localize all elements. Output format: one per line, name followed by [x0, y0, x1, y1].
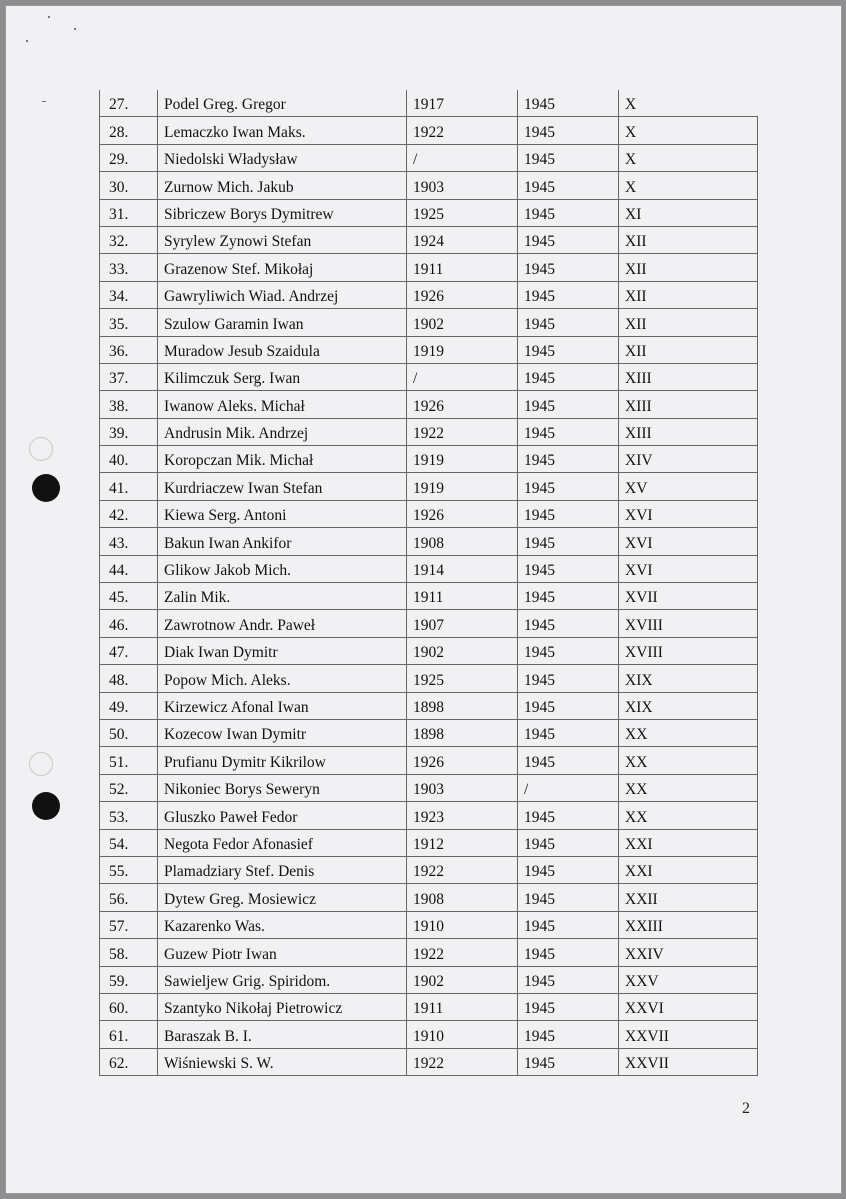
person-name-cell: Podel Greg. Gregor — [158, 90, 407, 117]
table-row — [100, 117, 758, 144]
table-row — [100, 665, 758, 692]
group-numeral-cell: XII — [619, 226, 758, 253]
group-numeral-cell: XVIII — [619, 610, 758, 637]
row-number-cell: 45. — [100, 583, 158, 610]
group-numeral-cell: XVII — [619, 583, 758, 610]
table-row — [100, 144, 758, 171]
table-row — [100, 829, 758, 856]
row-number-cell: 50. — [100, 719, 158, 746]
table-row — [100, 610, 758, 637]
birth-year-cell: 1910 — [407, 911, 518, 938]
table-row — [100, 90, 758, 117]
person-name-cell: Kiewa Serg. Antoni — [158, 500, 407, 527]
group-numeral-cell: XVI — [619, 555, 758, 582]
birth-year-cell: 1908 — [407, 528, 518, 555]
year-cell: 1945 — [518, 884, 619, 911]
punch-hole — [32, 474, 60, 502]
person-name-cell: Lemaczko Iwan Maks. — [158, 117, 407, 144]
year-cell: 1945 — [518, 226, 619, 253]
birth-year-cell: 1907 — [407, 610, 518, 637]
row-number-cell: 56. — [100, 884, 158, 911]
row-number-cell: 37. — [100, 363, 158, 390]
row-number-cell: 29. — [100, 144, 158, 171]
row-number-cell: 36. — [100, 336, 158, 363]
table-row — [100, 1021, 758, 1048]
year-cell: 1945 — [518, 446, 619, 473]
table-row — [100, 172, 758, 199]
year-cell: 1945 — [518, 336, 619, 363]
row-number-cell: 62. — [100, 1048, 158, 1075]
birth-year-cell: 1917 — [407, 90, 518, 117]
person-name-cell: Sibriczew Borys Dymitrew — [158, 199, 407, 226]
birth-year-cell: 1911 — [407, 993, 518, 1020]
group-numeral-cell: XXVI — [619, 993, 758, 1020]
table-row — [100, 309, 758, 336]
table-row — [100, 966, 758, 993]
group-numeral-cell: X — [619, 172, 758, 199]
group-numeral-cell: XII — [619, 336, 758, 363]
names-table-body — [100, 90, 758, 1076]
group-numeral-cell: XV — [619, 473, 758, 500]
person-name-cell: Nikoniec Borys Seweryn — [158, 774, 407, 801]
row-number-cell: 40. — [100, 446, 158, 473]
scan-speck — [26, 40, 28, 42]
year-cell: 1945 — [518, 665, 619, 692]
year-cell: 1945 — [518, 829, 619, 856]
birth-year-cell: 1922 — [407, 1048, 518, 1075]
row-number-cell: 54. — [100, 829, 158, 856]
year-cell: 1945 — [518, 90, 619, 117]
birth-year-cell: 1926 — [407, 281, 518, 308]
table-row — [100, 254, 758, 281]
group-numeral-cell: XIII — [619, 418, 758, 445]
birth-year-cell: 1926 — [407, 747, 518, 774]
table-row — [100, 884, 758, 911]
year-cell: 1945 — [518, 1021, 619, 1048]
year-cell: 1945 — [518, 172, 619, 199]
person-name-cell: Niedolski Władysław — [158, 144, 407, 171]
row-number-cell: 49. — [100, 692, 158, 719]
person-name-cell: Kazarenko Was. — [158, 911, 407, 938]
person-name-cell: Dytew Greg. Mosiewicz — [158, 884, 407, 911]
row-number-cell: 41. — [100, 473, 158, 500]
row-number-cell: 30. — [100, 172, 158, 199]
group-numeral-cell: XXI — [619, 829, 758, 856]
person-name-cell: Baraszak B. I. — [158, 1021, 407, 1048]
person-name-cell: Kilimczuk Serg. Iwan — [158, 363, 407, 390]
person-name-cell: Zawrotnow Andr. Paweł — [158, 610, 407, 637]
group-numeral-cell: XIX — [619, 665, 758, 692]
group-numeral-cell: XII — [619, 281, 758, 308]
year-cell: 1945 — [518, 117, 619, 144]
person-name-cell: Negota Fedor Afonasief — [158, 829, 407, 856]
table-row — [100, 1048, 758, 1075]
row-number-cell: 28. — [100, 117, 158, 144]
row-number-cell: 42. — [100, 500, 158, 527]
group-numeral-cell: XVIII — [619, 637, 758, 664]
year-cell: 1945 — [518, 391, 619, 418]
person-name-cell: Andrusin Mik. Andrzej — [158, 418, 407, 445]
year-cell: 1945 — [518, 966, 619, 993]
row-number-cell: 35. — [100, 309, 158, 336]
person-name-cell: Muradow Jesub Szaidula — [158, 336, 407, 363]
birth-year-cell: 1912 — [407, 829, 518, 856]
table-row — [100, 774, 758, 801]
person-name-cell: Kurdriaczew Iwan Stefan — [158, 473, 407, 500]
table-row — [100, 418, 758, 445]
table-row — [100, 939, 758, 966]
year-cell: 1945 — [518, 637, 619, 664]
person-name-cell: Sawieljew Grig. Spiridom. — [158, 966, 407, 993]
group-numeral-cell: X — [619, 117, 758, 144]
birth-year-cell: 1903 — [407, 172, 518, 199]
group-numeral-cell: XIX — [619, 692, 758, 719]
table-row — [100, 637, 758, 664]
birth-year-cell: 1919 — [407, 336, 518, 363]
row-number-cell: 33. — [100, 254, 158, 281]
person-name-cell: Koropczan Mik. Michał — [158, 446, 407, 473]
person-name-cell: Syrylew Zynowi Stefan — [158, 226, 407, 253]
year-cell: 1945 — [518, 747, 619, 774]
row-number-cell: 58. — [100, 939, 158, 966]
table-row — [100, 199, 758, 226]
table-row — [100, 281, 758, 308]
table-row — [100, 446, 758, 473]
person-name-cell: Diak Iwan Dymitr — [158, 637, 407, 664]
person-name-cell: Zalin Mik. — [158, 583, 407, 610]
group-numeral-cell: XI — [619, 199, 758, 226]
year-cell: 1945 — [518, 583, 619, 610]
table-row — [100, 528, 758, 555]
row-number-cell: 38. — [100, 391, 158, 418]
person-name-cell: Gawryliwich Wiad. Andrzej — [158, 281, 407, 308]
birth-year-cell: 1922 — [407, 117, 518, 144]
birth-year-cell: 1902 — [407, 637, 518, 664]
year-cell: 1945 — [518, 500, 619, 527]
group-numeral-cell: XXI — [619, 856, 758, 883]
row-number-cell: 53. — [100, 802, 158, 829]
birth-year-cell: / — [407, 363, 518, 390]
group-numeral-cell: XII — [619, 309, 758, 336]
table-row — [100, 500, 758, 527]
table-row — [100, 226, 758, 253]
group-numeral-cell: XIII — [619, 391, 758, 418]
scan-speck — [48, 16, 50, 18]
birth-year-cell: 1903 — [407, 774, 518, 801]
group-numeral-cell: XXII — [619, 884, 758, 911]
punch-hole-outline — [29, 752, 53, 776]
year-cell: 1945 — [518, 719, 619, 746]
page-number: 2 — [742, 1100, 750, 1117]
table-row — [100, 391, 758, 418]
row-number-cell: 46. — [100, 610, 158, 637]
year-cell: 1945 — [518, 555, 619, 582]
year-cell: 1945 — [518, 692, 619, 719]
birth-year-cell: 1922 — [407, 939, 518, 966]
person-name-cell: Bakun Iwan Ankifor — [158, 528, 407, 555]
year-cell: 1945 — [518, 1048, 619, 1075]
row-number-cell: 44. — [100, 555, 158, 582]
table-row — [100, 719, 758, 746]
table-row — [100, 336, 758, 363]
row-number-cell: 55. — [100, 856, 158, 883]
group-numeral-cell: XIV — [619, 446, 758, 473]
group-numeral-cell: XVI — [619, 528, 758, 555]
person-name-cell: Kozecow Iwan Dymitr — [158, 719, 407, 746]
person-name-cell: Popow Mich. Aleks. — [158, 665, 407, 692]
year-cell: 1945 — [518, 610, 619, 637]
birth-year-cell: 1923 — [407, 802, 518, 829]
year-cell: 1945 — [518, 802, 619, 829]
person-name-cell: Szantyko Nikołaj Pietrowicz — [158, 993, 407, 1020]
birth-year-cell: 1911 — [407, 254, 518, 281]
row-number-cell: 57. — [100, 911, 158, 938]
scan-speck — [42, 101, 46, 102]
person-name-cell: Zurnow Mich. Jakub — [158, 172, 407, 199]
person-name-cell: Prufianu Dymitr Kikrilow — [158, 747, 407, 774]
table-row — [100, 363, 758, 390]
birth-year-cell: 1926 — [407, 391, 518, 418]
group-numeral-cell: XX — [619, 719, 758, 746]
birth-year-cell: 1908 — [407, 884, 518, 911]
year-cell: 1945 — [518, 281, 619, 308]
person-name-cell: Iwanow Aleks. Michał — [158, 391, 407, 418]
row-number-cell: 43. — [100, 528, 158, 555]
row-number-cell: 34. — [100, 281, 158, 308]
table-row — [100, 473, 758, 500]
birth-year-cell: 1914 — [407, 555, 518, 582]
row-number-cell: 51. — [100, 747, 158, 774]
table-row — [100, 856, 758, 883]
person-name-cell: Guzew Piotr Iwan — [158, 939, 407, 966]
group-numeral-cell: X — [619, 90, 758, 117]
table-row — [100, 555, 758, 582]
birth-year-cell: 1925 — [407, 199, 518, 226]
punch-hole — [32, 792, 60, 820]
birth-year-cell: 1898 — [407, 692, 518, 719]
group-numeral-cell: XX — [619, 774, 758, 801]
birth-year-cell: 1898 — [407, 719, 518, 746]
row-number-cell: 61. — [100, 1021, 158, 1048]
row-number-cell: 59. — [100, 966, 158, 993]
row-number-cell: 47. — [100, 637, 158, 664]
birth-year-cell: 1922 — [407, 418, 518, 445]
year-cell: 1945 — [518, 418, 619, 445]
person-name-cell: Wiśniewski S. W. — [158, 1048, 407, 1075]
person-name-cell: Gluszko Paweł Fedor — [158, 802, 407, 829]
group-numeral-cell: XXVII — [619, 1048, 758, 1075]
person-name-cell: Grazenow Stef. Mikołaj — [158, 254, 407, 281]
birth-year-cell: 1902 — [407, 309, 518, 336]
birth-year-cell: 1902 — [407, 966, 518, 993]
group-numeral-cell: XXVII — [619, 1021, 758, 1048]
group-numeral-cell: XX — [619, 747, 758, 774]
row-number-cell: 27. — [100, 90, 158, 117]
birth-year-cell: 1922 — [407, 856, 518, 883]
row-number-cell: 48. — [100, 665, 158, 692]
group-numeral-cell: XXV — [619, 966, 758, 993]
person-name-cell: Szulow Garamin Iwan — [158, 309, 407, 336]
person-name-cell: Glikow Jakob Mich. — [158, 555, 407, 582]
row-number-cell: 39. — [100, 418, 158, 445]
group-numeral-cell: XX — [619, 802, 758, 829]
year-cell: 1945 — [518, 363, 619, 390]
table-row — [100, 911, 758, 938]
year-cell: 1945 — [518, 473, 619, 500]
row-number-cell: 52. — [100, 774, 158, 801]
group-numeral-cell: XVI — [619, 500, 758, 527]
row-number-cell: 32. — [100, 226, 158, 253]
table-row — [100, 747, 758, 774]
names-table — [99, 90, 758, 1076]
year-cell: 1945 — [518, 856, 619, 883]
row-number-cell: 60. — [100, 993, 158, 1020]
birth-year-cell: 1919 — [407, 473, 518, 500]
year-cell: 1945 — [518, 254, 619, 281]
group-numeral-cell: XXIV — [619, 939, 758, 966]
group-numeral-cell: XII — [619, 254, 758, 281]
birth-year-cell: 1910 — [407, 1021, 518, 1048]
year-cell: 1945 — [518, 528, 619, 555]
group-numeral-cell: X — [619, 144, 758, 171]
person-name-cell: Kirzewicz Afonal Iwan — [158, 692, 407, 719]
group-numeral-cell: XIII — [619, 363, 758, 390]
birth-year-cell: 1926 — [407, 500, 518, 527]
birth-year-cell: 1925 — [407, 665, 518, 692]
birth-year-cell: 1919 — [407, 446, 518, 473]
birth-year-cell: 1924 — [407, 226, 518, 253]
person-name-cell: Plamadziary Stef. Denis — [158, 856, 407, 883]
year-cell: 1945 — [518, 993, 619, 1020]
year-cell: 1945 — [518, 911, 619, 938]
row-number-cell: 31. — [100, 199, 158, 226]
scan-speck — [74, 28, 76, 30]
year-cell: 1945 — [518, 144, 619, 171]
year-cell: 1945 — [518, 199, 619, 226]
birth-year-cell: 1911 — [407, 583, 518, 610]
table-row — [100, 802, 758, 829]
table-row — [100, 993, 758, 1020]
birth-year-cell: / — [407, 144, 518, 171]
table-row — [100, 692, 758, 719]
year-cell: / — [518, 774, 619, 801]
year-cell: 1945 — [518, 309, 619, 336]
punch-hole-outline — [29, 437, 53, 461]
table-row — [100, 583, 758, 610]
group-numeral-cell: XXIII — [619, 911, 758, 938]
year-cell: 1945 — [518, 939, 619, 966]
